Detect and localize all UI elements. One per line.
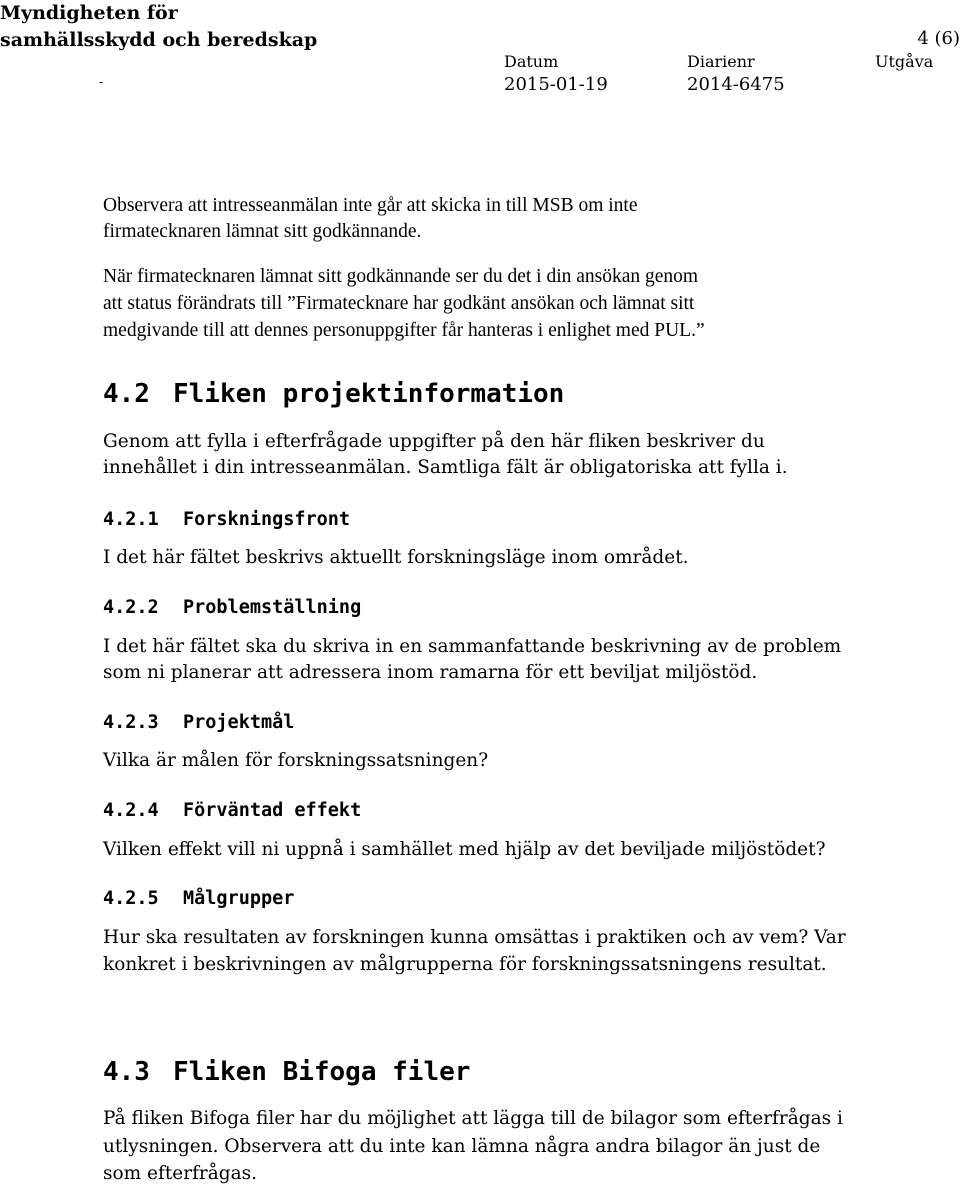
section-4-3-text-line1: På fliken Bifoga filer har du möjlighet att lägga till de bilagor som efterfrågas i bbox=[103, 1108, 843, 1129]
datum-value: 2015-01-19 bbox=[504, 74, 608, 95]
subsection-4-2-1-text: I det här fältet beskrivs aktuellt forskningsläge inom området. bbox=[103, 547, 689, 568]
subsection-heading-4-2-1 bbox=[103, 507, 350, 533]
subsection-heading-4-2-3 bbox=[103, 710, 294, 736]
section-4-2-text-line1: Genom att fylla i efterfrågade uppgifter på den här fliken beskriver du bbox=[103, 431, 765, 452]
page-number: 4 (6) bbox=[917, 28, 960, 49]
section-number: 4.3 bbox=[103, 1057, 150, 1087]
subsection-title: Projektmål bbox=[183, 712, 295, 733]
subsection-number: 4.2.3 bbox=[103, 712, 159, 733]
subsection-number: 4.2.4 bbox=[103, 800, 159, 821]
status-paragraph-line2: att status förändrats till ”Firmatecknare har godkänt ansökan och lämnat sitt bbox=[103, 293, 695, 314]
section-4-2-text-line2: innehållet i din intresseanmälan. Samtliga fält är obligatoriska att fylla i. bbox=[103, 457, 788, 478]
subsection-title: Problemställning bbox=[183, 597, 362, 618]
section-4-3-text-line2: utlysningen. Observera att du inte kan lämna några andra bilagor än just de bbox=[103, 1136, 821, 1157]
subsection-number: 4.2.1 bbox=[103, 509, 159, 530]
subsection-4-2-2-text-line2: som ni planerar att adressera inom ramarna för ett beviljat miljöstöd. bbox=[103, 662, 758, 683]
note-paragraph-line2: firmatecknaren lämnat sitt godkännande. bbox=[103, 221, 422, 242]
datum-label: Datum bbox=[504, 52, 559, 71]
organization-name bbox=[0, 0, 317, 54]
section-title: Fliken Bifoga filer bbox=[173, 1057, 471, 1087]
note-paragraph-line1: Observera att intresseanmälan inte går att skicka in till MSB om inte bbox=[103, 195, 638, 216]
subsection-title: Forskningsfront bbox=[183, 509, 351, 530]
subsection-number: 4.2.5 bbox=[103, 888, 159, 909]
diarienr-value: 2014-6475 bbox=[687, 74, 785, 95]
subsection-heading-4-2-4 bbox=[103, 798, 361, 824]
status-paragraph-line3: medgivande till att dennes personuppgifter får hanteras i enlighet med PUL.” bbox=[103, 320, 705, 341]
subsection-heading-4-2-5 bbox=[103, 886, 294, 912]
section-heading-4-2 bbox=[103, 377, 564, 411]
organization-name-line1: Myndigheten för bbox=[0, 2, 178, 24]
section-number: 4.2 bbox=[103, 379, 150, 409]
subsection-4-2-5-text-line2: konkret i beskrivningen av målgrupperna för forskningssatsningens resultat. bbox=[103, 954, 827, 975]
subsection-4-2-5-text-line1: Hur ska resultaten av forskningen kunna omsättas i praktiken och av vem? Var bbox=[103, 927, 846, 948]
subsection-4-2-4-text: Vilken effekt vill ni uppnå i samhället med hjälp av det beviljade miljöstödet? bbox=[103, 839, 826, 860]
section-title: Fliken projektinformation bbox=[173, 379, 565, 409]
organization-name-line2: samhällsskydd och beredskap bbox=[0, 29, 318, 51]
subsection-4-2-3-text: Vilka är målen för forskningssatsningen? bbox=[103, 750, 489, 771]
utgava-label: Utgåva bbox=[875, 52, 934, 71]
diarienr-label: Diarienr bbox=[687, 52, 755, 71]
section-4-3-text-line3: som efterfrågas. bbox=[103, 1163, 258, 1184]
status-paragraph-line1: När firmatecknaren lämnat sitt godkännande ser du det i din ansökan genom bbox=[103, 266, 699, 287]
subsection-heading-4-2-2 bbox=[103, 595, 361, 621]
subsection-title: Förväntad effekt bbox=[183, 800, 362, 821]
section-heading-4-3 bbox=[103, 1055, 470, 1089]
header-dash: - bbox=[99, 75, 104, 90]
subsection-number: 4.2.2 bbox=[103, 597, 159, 618]
subsection-4-2-2-text-line1: I det här fältet ska du skriva in en sammanfattande beskrivning av de problem bbox=[103, 636, 842, 657]
subsection-title: Målgrupper bbox=[183, 888, 295, 909]
